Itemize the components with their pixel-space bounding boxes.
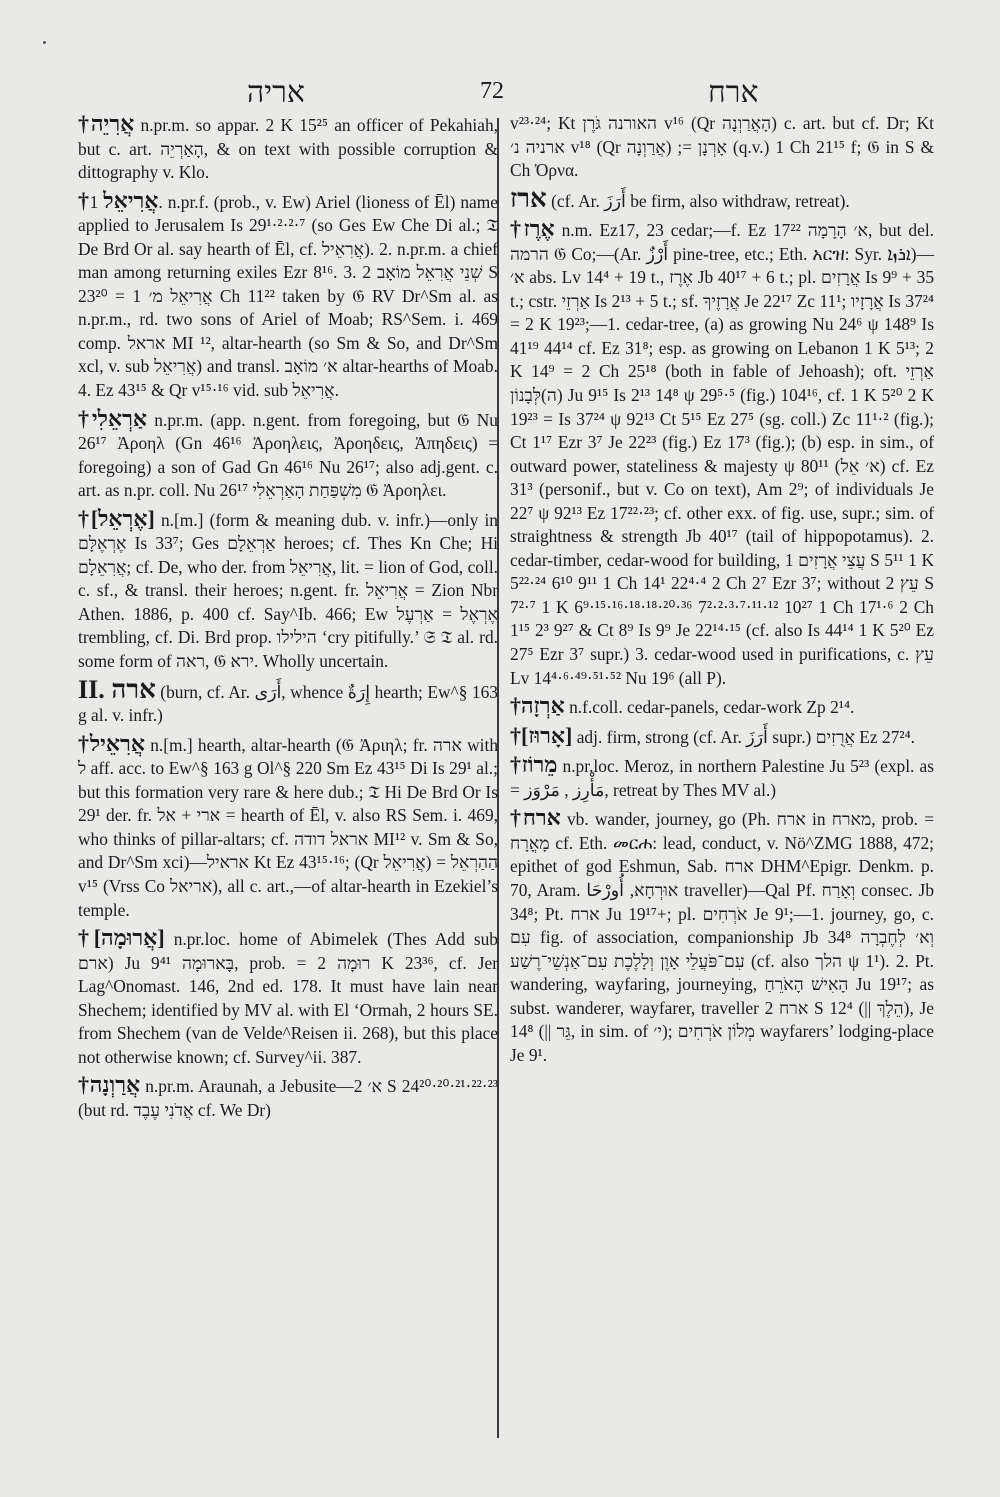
- entry-headword: אֲרִאֵיל: [89, 730, 145, 756]
- root-heading: ארז: [510, 183, 547, 213]
- entry-headword: אֲרִיֵה: [90, 111, 135, 136]
- dagger-mark: †: [510, 805, 523, 831]
- dictionary-entry: [510, 183, 934, 214]
- entry-text: n.[m.] hearth, altar-hearth (𝔊 Ἀριηλ; fr. ארה with ל aff. acc. to Ew^§ 163 g Ol^§ 220 Sm Ez 43¹⁵ Di Is 29¹ al.; but this formation very rare & here dub.; 𝔗 Hi De Brd Or Is 29¹ der. fr. ארי + אל = hearth of Ēl, v. also RS Sem. i. 469, who thinks of pillar-altars; cf. אראל דודה MI¹² v. Sm & So, and Dr^Sm xci)—אראיל Kt Ez 43¹⁵·¹⁶; (Qr אֲרִיאֵל) = הַהַרְאֵל v¹⁵ (Vrss Co אריאל), all c. art.,—of altar-hearth in Ezekiel’s temple.: [78, 734, 499, 920]
- dagger-mark: †: [78, 405, 92, 431]
- dagger-mark: †: [78, 111, 91, 136]
- root-heading: II. ארה: [78, 674, 156, 704]
- entry-text: n.pr.loc. Meroz, in northern Palestine Ju 5²³ (expl. as = مَأْرِز , مَرْوَز, retreat by Thes MV al.): [510, 756, 934, 800]
- dagger-mark: †: [78, 925, 94, 951]
- entry-text: (burn, cf. Ar. أَرَى, whence إِرَةٌ hearth; Ew^§ 163 g al. v. infr.): [78, 681, 498, 726]
- right-running-headword: ארח: [708, 76, 759, 109]
- entry-text: (cf. Ar. أَرَزَ be firm, also withdraw, retreat).: [546, 190, 850, 211]
- entry-headword: אֶרֶז: [523, 216, 555, 242]
- entry-headword: אַרְאֵלִי: [91, 405, 148, 431]
- page-number: 72: [480, 78, 504, 104]
- left-column: [78, 112, 498, 1122]
- dictionary-entry: [510, 753, 934, 802]
- entry-headword: אֲרַוְנָה: [89, 1072, 141, 1098]
- dagger-mark: †: [510, 216, 524, 242]
- dagger-mark: †: [510, 752, 522, 778]
- dagger-mark: †: [78, 730, 90, 756]
- dictionary-entry: [78, 926, 498, 1069]
- entry-text: adj. firm, strong (cf. Ar. أَرَزَ supr.) אֲרֻזִים Ez 27²⁴.: [572, 726, 916, 747]
- entry-headword: אֲרִיאֵל: [103, 187, 159, 213]
- dictionary-entry: [78, 189, 498, 403]
- dictionary-entry: [78, 1073, 498, 1122]
- entry-text: n.f.coll. cedar-panels, cedar-work Zp 2¹⁴.: [564, 697, 855, 718]
- entry-headword: [אָרוּז]: [521, 722, 573, 748]
- entry-text: n.m. Ez17, 23 cedar;—f. Ez 17²² א׳ הָרָמָה, but del. הרמה 𝔊 Co;—(Ar. أَرْزٌ pine-tree, etc.; Eth. አርዝ: Syr. ܐܪܙܐ)—א׳ abs. Lv 14⁴ + 19 t., אֶרֶז Jb 40¹⁷ + 6 t.; pl. אֲרָזִים Is 9⁹ + 35 t.; cstr. אַרְזֵי Is 2¹³ + 5 t.; sf. אֲרָזֶיךָ Je 22¹⁷ Zc 11¹; אֲרָזָיו Is 37²⁴ = 2 K 19²³;—1. cedar-tree, (a) as growing Nu 24⁶ ψ 148⁹ Is 41¹⁹ 44¹⁴ cf. Ez 31⁸; esp. as growing on Lebanon 1 K 5¹³; 2 K 14⁹ = 2 Ch 25¹⁸ (both in fable of Jehoash); oft. אַרְזֵי (ה)לְּבָנוֹן Ju 9¹⁵ Is 2¹³ 14⁸ ψ 29⁵·⁵ (fig.) 104¹⁶, cf. 1 K 5²⁰ 2 K 19²³ = Is 37²⁴ ψ 92¹³ Ct 5¹⁵ Ez 27⁵ (sg. coll.) Zc 11¹·² (fig.); Ct 1¹⁷ Ezr 3⁷ Je 22²³ (fig.) Ez 17³ (fig.); (b) esp. in sim., of outward power, stateliness & majesty ψ 80¹¹ (א׳ אֵל) cf. Ez 31³ (personif., but v. Co on text), Am 2⁹; of individuals Je 22⁷ ψ 92¹³ Ez 17²²·²³; cf. other exx. of fig. use, supr.; sim. of straightness & strength Jb 40¹⁷ (tail of hippopotamus). 2. cedar-timber, cedar-wood for building, עֲצֵי אֲרָזִים 1 S 5¹¹ 1 K 5²²·²⁴ 6¹⁰ 9¹¹ 1 Ch 14¹ 22⁴·⁴ 2 Ch 2⁷ Ezr 3⁷; without עֵץ 2 S 7²·⁷ 1 K 6⁹·¹⁵·¹⁶·¹⁸·¹⁸·²⁰·³⁶ 7²·²·³·⁷·¹¹·¹² 10²⁷ 1 Ch 17¹·⁶ 2 Ch 1¹⁵ 2³ 9²⁷ & Ct 8⁹ Is 9⁹ Je 22¹⁴·¹⁵ (cf. also Is 44¹⁴ 1 K 5²⁰ Ez 27⁵ Ezr 3⁷ supr.) 3. cedar-wood used in purifications, c. עֵץ Lv 14⁴·⁶·⁴⁹·⁵¹·⁵² Nu 19⁶ (all P).: [510, 220, 935, 688]
- entry-text: n.pr.m. Araunah, a Jebusite—א׳ 2 S 24²⁰·²⁰·²¹·²²·²³ (but rd. אֲדֹנִי עֶבֶד cf. We Dr): [78, 1076, 498, 1120]
- entry-text: vb. wander, journey, go (Ph. ארח in מארח, prob. = מָאֳרָח cf. Eth. መርሐ: lead, conduct, v. Nö^ZMG 1888, 472; epithet of god Eshmun, Sab. ארח DHM^Epigr. Denkm. p. 70, Aram. אוּרְחָא, أُورْحَا traveller)—Qal Pf. וְאָרַח consec. Jb 34⁸; Pt. ארח Ju 19¹⁷+; pl. אֹרְחִים Je 9¹;—1. journey, go, c. עִם fig. of association, companionship Jb 34⁸ וְא׳ לְחֶבְרָה עִם־פֹּעֲלֵי אָוֶן וְלָלֶכֶת עִם־אַנְשֵׁי־רֶשַׁע (cf. also הלך ψ 1¹). 2. Pt. wandering, wayfaring, journeying, הָאִישׁ הָאֹרֵחַ Ju 19¹⁷; as subst. wanderer, wayfarer, traveller ארח 2 S 12⁴ (|| הֵלֶךְ), Je 14⁸ (|| גֵּר, in sim. of י׳); מְלוֹן אֹרְחִים wayfarers’ lodging-place Je 9¹.: [510, 809, 935, 1065]
- entry-headword: [אֶרְאֵל]: [90, 505, 155, 531]
- dictionary-entry: [510, 806, 934, 1067]
- entry-text: n.pr.m. (app. n.gent. from foregoing, but 𝔊 Nu 26¹⁷ Ἀροηλ (Gn 46¹⁶ Ἀροηλεις, Ἀροηδεις, Ἀπηδεις) = foregoing) a son of Gad Gn 46¹⁶ Nu 26¹⁷; also adj.gent. c. art. as n.pr. coll. Nu 26¹⁷ מִשְׁפַּחַת הָאַרְאֵלִי 𝔊 Ἀροηλει.: [78, 409, 498, 501]
- entry-headword: אַרְזָה: [521, 693, 565, 719]
- paper-speck: [43, 41, 46, 44]
- entry-text: n.pr.m. so appar. 2 K 15²⁵ an officer of Pekahiah, but c. art. הָאַרְיֵה, & on text with possible corruption & dittography v. Klo.: [78, 115, 498, 183]
- entry-headword: [אֲרוּמָה]: [93, 925, 165, 951]
- dagger-mark: †: [78, 1072, 90, 1098]
- dictionary-entry: [78, 732, 498, 922]
- right-column: [510, 112, 934, 1067]
- dagger-mark: †: [78, 187, 90, 213]
- dictionary-entry: [78, 674, 498, 728]
- entry-headword: ארח: [522, 805, 561, 831]
- dictionary-entry: [78, 407, 498, 503]
- dagger-mark: †: [78, 505, 91, 531]
- dictionary-entry: [78, 112, 498, 185]
- dictionary-entry: [510, 724, 934, 750]
- dagger-mark: †: [510, 722, 521, 748]
- entry-text: n.[m.] (form & meaning dub. v. infr.)—only in אֶרְאֶלָּם Is 33⁷; Ges אַרְאֵלָם heroes; cf. Thes Kn Che; Hi אֲרִאֵלָם; cf. De, who der. from אֲרִיאֵל, lit. = lion of God, coll. c. sf., & transl. their heroes; n.gent. fr. אֲרִיאֵל = Zion Nbr Athen. 1886, p. 400 cf. Say^Ib. 466; Ew אֶרְאֶל = אַרְעֶל trembling, cf. Di. Brd prop. הילילו ‘cry pitifully.’ 𝔖 𝔗 al. rd. some form of ראה, 𝔊 ירא. Wholly uncertain.: [78, 509, 499, 672]
- dictionary-entry: [510, 112, 934, 183]
- entry-headword: מֵרוֹז: [521, 752, 558, 778]
- entry-text: n.pr.loc. home of Abimelek (Thes Add sub ארם) Ju 9⁴¹ בָּארוּמָה, prob. = רוּמָה 2 K 23³⁶, cf. Jer Lag^Onomast. 146, 2nd ed. 178. It must have lain near Shechem; identified by MV al. with El ‘Ormah, 2 hours SE. from Shechem (van de Velde^Reisen ii. 268), but this place not otherwise known; cf. Survey^ii. 387.: [78, 929, 499, 1067]
- dictionary-entry: [510, 694, 934, 720]
- dictionary-entry: [78, 507, 498, 674]
- entry-text: 1. n.pr.f. (prob., v. Ew) Ariel (lioness of Ēl) name applied to Jerusalem Is 29¹·²·²·⁷ (so Ges Ew Che Di al.; 𝔗 De Brd Or al. say hearth of Ēl, cf. אֲרִאֵיל). 2. n.pr.m. a chief man among returning exiles Ezr 8¹⁶. 3. שְׁנֵי אֲרִאֵל מוֹאָב 2 S 23²⁰ = אֲרִיאֵל מ׳ 1 Ch 11²² taken by 𝔊 RV Dr^Sm al. as n.pr.m., rd. two sons of Ariel of Moab; RS^Sem. i. 469 comp. אראל MI ¹², altar-hearth (so Sm & So, and Dr^Sm xcl, v. sub אֲרִיאֵל) and transl. א׳ מוֹאָב altar-hearths of Moab. 4. Ez 43¹⁵ & Qr v¹⁵·¹⁶ vid. sub אֲרִיאֵל.: [78, 191, 499, 401]
- running-header: [0, 76, 1000, 116]
- dictionary-entry: [510, 217, 934, 690]
- left-running-headword: אריה: [247, 76, 305, 109]
- entry-text: v²³·²⁴; Kt האורנה גֹּרֶן v¹⁶ (Qr הָאֲרַוְנָה) c. art. but cf. Dr; Kt ארניה נ׳ v¹⁸ (Qr אֲרַוְנָה) ;= אָרְנָן (q.v.) 1 Ch 21¹⁵ f; 𝔊 in S & Ch Ὀρνα.: [510, 113, 934, 181]
- dagger-mark: †: [510, 693, 521, 719]
